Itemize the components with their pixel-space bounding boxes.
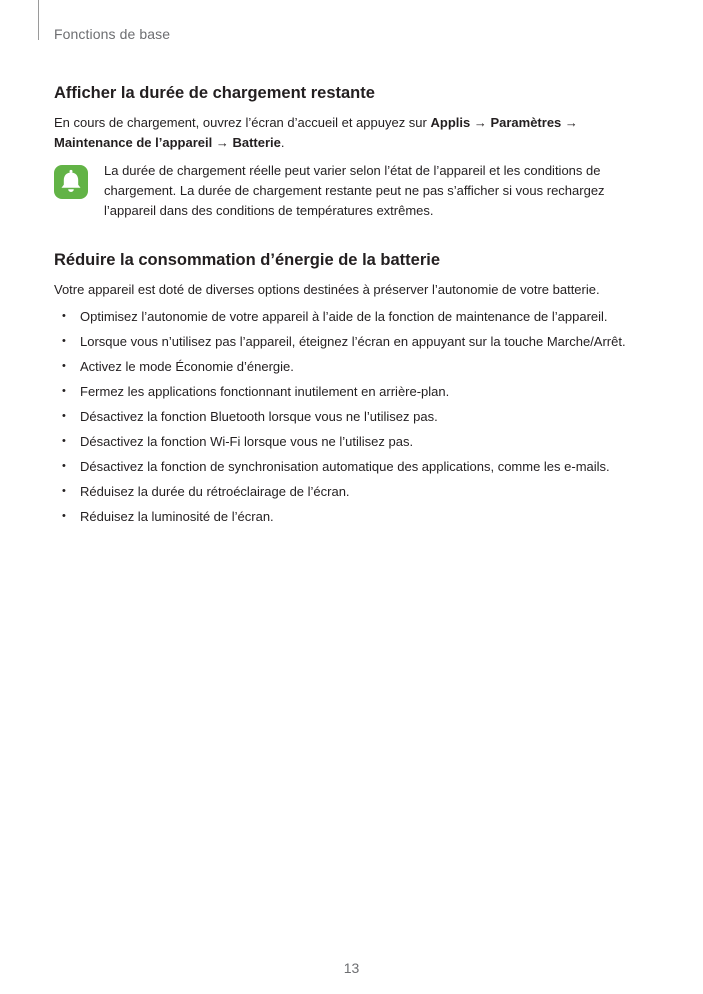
charging-instruction bbox=[54, 113, 654, 153]
list-item-text: Fermez les applications fonctionnant inutilement en arrière-plan. bbox=[80, 384, 450, 399]
bullet-mark: • bbox=[62, 335, 66, 347]
bullet-mark: • bbox=[62, 360, 66, 372]
list-item-text: Réduisez la durée du rétroéclairage de l’écran. bbox=[80, 484, 350, 499]
list-item bbox=[54, 480, 694, 505]
list-item bbox=[54, 330, 694, 355]
instruction-suffix: . bbox=[280, 135, 285, 150]
list-item-text: Activez le mode Économie d’énergie. bbox=[80, 359, 294, 374]
list-item bbox=[54, 305, 694, 330]
bullet-mark: • bbox=[62, 510, 66, 522]
bullet-mark: • bbox=[62, 410, 66, 422]
list-item bbox=[54, 505, 694, 530]
menu-path-applis: Applis bbox=[430, 115, 471, 130]
list-item bbox=[54, 380, 694, 405]
list-item-text: Réduisez la luminosité de l’écran. bbox=[80, 509, 274, 524]
bullet-mark: • bbox=[62, 485, 66, 497]
list-item bbox=[54, 355, 694, 380]
list-item-text: Lorsque vous n’utilisez pas l’appareil, éteignez l’écran en appuyant sur la touche Marche/Arrêt. bbox=[80, 334, 626, 349]
menu-path-parametres: Paramètres bbox=[490, 115, 562, 130]
running-head: Fonctions de base bbox=[54, 26, 171, 42]
note-text: La durée de chargement réelle peut varier selon l’état de l’appareil et les conditions de chargement. La durée de chargement restante peut ne pas s’afficher si vous rechargez l’appareil dans des conditions de températures extrêmes. bbox=[104, 163, 605, 218]
list-item bbox=[54, 405, 694, 430]
list-item-text: Désactivez la fonction Bluetooth lorsque vous ne l’utilisez pas. bbox=[80, 409, 438, 424]
battery-intro: Votre appareil est doté de diverses options destinées à préserver l’autonomie de votre batterie. bbox=[54, 282, 600, 297]
bullet-mark: • bbox=[62, 460, 66, 472]
menu-path-arrow: → bbox=[470, 115, 491, 130]
list-item bbox=[54, 430, 694, 455]
page-number: 13 bbox=[343, 960, 360, 976]
bullet-mark: • bbox=[62, 310, 66, 322]
menu-path-arrow: → bbox=[212, 135, 233, 150]
menu-path-arrow: → bbox=[561, 115, 578, 130]
bullet-mark: • bbox=[62, 435, 66, 447]
menu-path-maintenance: Maintenance de l’appareil bbox=[54, 135, 213, 150]
list-item-text: Désactivez la fonction de synchronisation automatique des applications, comme les e-mails. bbox=[80, 459, 610, 474]
list-item-text: Désactivez la fonction Wi-Fi lorsque vous ne l’utilisez pas. bbox=[80, 434, 414, 449]
margin-rule bbox=[38, 0, 39, 40]
section-title-remaining-charge-time: Afficher la durée de chargement restante bbox=[54, 84, 375, 102]
menu-path-batterie: Batterie bbox=[232, 135, 281, 150]
list-item bbox=[54, 455, 694, 480]
bell-icon bbox=[54, 165, 88, 199]
bullet-mark: • bbox=[62, 385, 66, 397]
list-item-text: Optimisez l’autonomie de votre appareil à l’aide de la fonction de maintenance de l’appareil. bbox=[80, 309, 608, 324]
instruction-prefix: En cours de chargement, ouvrez l’écran d’accueil et appuyez sur bbox=[54, 115, 431, 130]
section-title-reduce-battery-consumption: Réduire la consommation d’énergie de la batterie bbox=[54, 251, 441, 269]
battery-tips-list bbox=[54, 305, 694, 530]
